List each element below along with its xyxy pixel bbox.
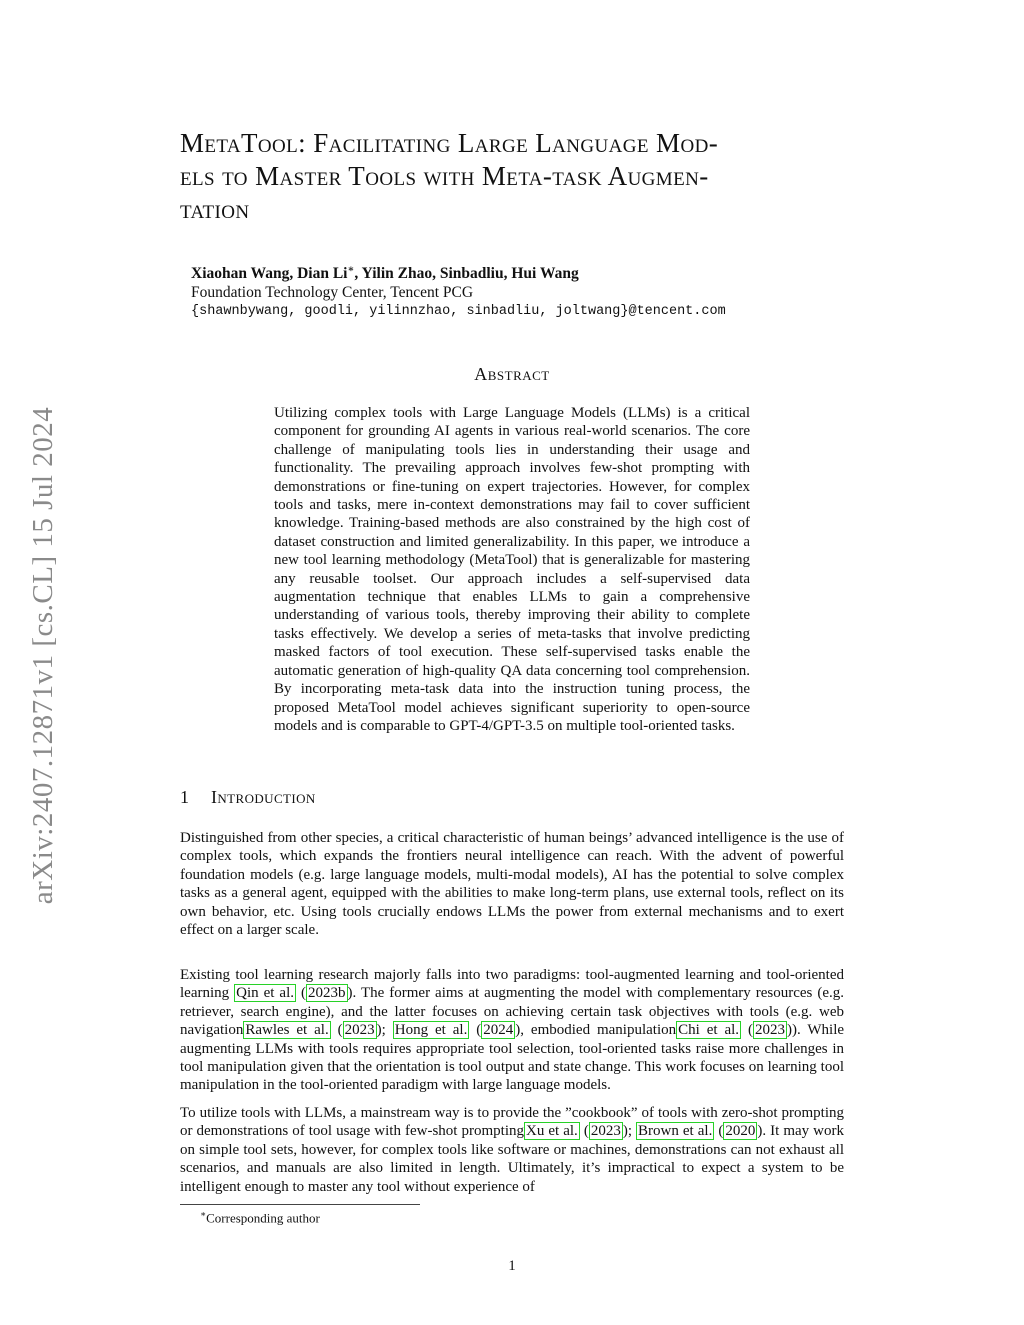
section-title: Introduction [211, 787, 316, 807]
author-emails: {shawnbywang, goodli, yilinnzhao, sinbadliu, joltwang}@tencent.com [191, 304, 726, 320]
abstract-heading: Abstract [474, 364, 550, 384]
citation-link[interactable]: 2023b [308, 985, 346, 1002]
intro-paragraph-1: Distinguished from other species, a critical characteristic of human beings’ advanced intelligence is the use of complex tools, which expands the frontiers neural intelligence can reach. With the advent of powerful foundation models (e.g. large language models, multi-modal models), AI has the potential to solve complex tasks as a general agent, equipped with the abilities to make long-term plans, use external tools, reflect on its own behavior, etc. Using tools crucially endows LLMs the power from external mechanisms and to exert effect on a larger scale. [180, 830, 844, 939]
arxiv-identifier-text: arXiv:2407.12871v1 [cs.CL] 15 Jul 2024 [27, 406, 60, 904]
author-affiliation: Foundation Technology Center, Tencent PCG [191, 284, 474, 302]
citation-link[interactable]: 2023 [344, 1022, 375, 1039]
section-number: 1 [180, 787, 190, 807]
arxiv-identifier-stamp [24, 370, 64, 940]
footnote-text: Corresponding author [206, 1210, 320, 1226]
citation-link[interactable]: Hong et al. [394, 1022, 468, 1039]
citation-link[interactable]: Chi et al. [678, 1022, 740, 1039]
title-line-1: MetaTool: Facilitating Large Language Mod- [180, 128, 719, 158]
footnote-divider [180, 1204, 420, 1205]
title-line-2: els to Master Tools with Meta-task Augmen- [180, 161, 709, 191]
title-line-3: tation [180, 194, 250, 224]
page-number: 1 [508, 1258, 516, 1274]
footnote-corresponding-author [200, 1209, 320, 1226]
citation-link[interactable]: 2023 [590, 1123, 621, 1140]
citation-link[interactable]: Qin et al. [236, 985, 295, 1002]
citation-link[interactable]: 2020 [725, 1123, 756, 1140]
paper-title [180, 127, 844, 226]
author-names: Xiaohan Wang, Dian Li∗, Yilin Zhao, Sinbadliu, Hui Wang [191, 264, 579, 283]
citation-link[interactable]: Xu et al. [526, 1123, 578, 1140]
footnote-mark: ∗ [200, 1209, 207, 1219]
citation-link[interactable]: Rawles et al. [245, 1022, 329, 1039]
abstract-text: Utilizing complex tools with Large Language Models (LLMs) is a critical component for grounding AI agents in various real-world scenarios. The core challenge of manipulating tools lies in understanding their usage and functionality. The prevailing approach involves few-shot prompting with demonstrations or fine-tuning on expert trajectories. However, for complex tools and tasks, mere in-context demonstrations may fail to cover sufficient knowledge. Training-based methods are also constrained by the high cost of dataset construction and limited generalizability. In this paper, we introduce a new tool learning methodology (MetaTool) that is generalizable for mastering any reusable toolset. Our approach includes a self-supervised data augmentation technique that enables LLMs to gain a comprehensive understanding of various tools, thereby improving their ability to complete tasks effectively. We develop a series of meta-tasks that involve predicting masked factors of tool execution. These self-supervised tasks enable the automatic generation of high-quality QA data concerning tool comprehension. By incorporating meta-task data into the instruction tuning process, the proposed MetaTool model achieves significant superiority to open-source models and is comparable to GPT-4/GPT-3.5 on multiple tool-oriented tasks. [274, 405, 750, 734]
citation-link[interactable]: 2024 [483, 1022, 514, 1039]
intro-paragraph-2: Existing tool learning research majorly falls into two paradigms: tool-augmented learning and tool-oriented learning Qin et al. ( 2023b ). The former aims at augmenting the model with complementary resources (e.g. retriever, search engine), and the latter focuses on achieving certain task objectives with tools (e.g. web navigation Rawles et al. ( 2023 ); Hong et al. ( 2024 ), embodied manipulation Chi et al. ( 2023 )). While augmenting LLMs with tools requires appropriate tool selection, tool-oriented tasks raise more challenges in tool manipulation given that the orientation is tool output and state change. This work focuses on learning tool manipulation in the tool-oriented paradigm with large language models. [180, 967, 845, 1094]
citation-link[interactable]: 2023 [754, 1022, 785, 1039]
author-block [191, 260, 726, 321]
citation-link[interactable]: Brown et al. [638, 1123, 713, 1140]
intro-paragraph-3: To utilize tools with LLMs, a mainstream way is to provide the ”cookbook” of tools with zero-shot prompting or demonstrations of tool usage with few-shot prompting Xu et al. ( 2023 ); Brown et al. ( 2020 ). It may work on simple tool sets, however, for complex tools like software or machines, demonstrations can not exhaust all scenarios, and manuals are also limited in length. Ultimately, it’s impractical to expect a system to be intelligent enough to master any tool without experience of [180, 1105, 845, 1195]
corresponding-author-mark: ∗ [347, 264, 355, 275]
section-heading-introduction [180, 787, 316, 808]
